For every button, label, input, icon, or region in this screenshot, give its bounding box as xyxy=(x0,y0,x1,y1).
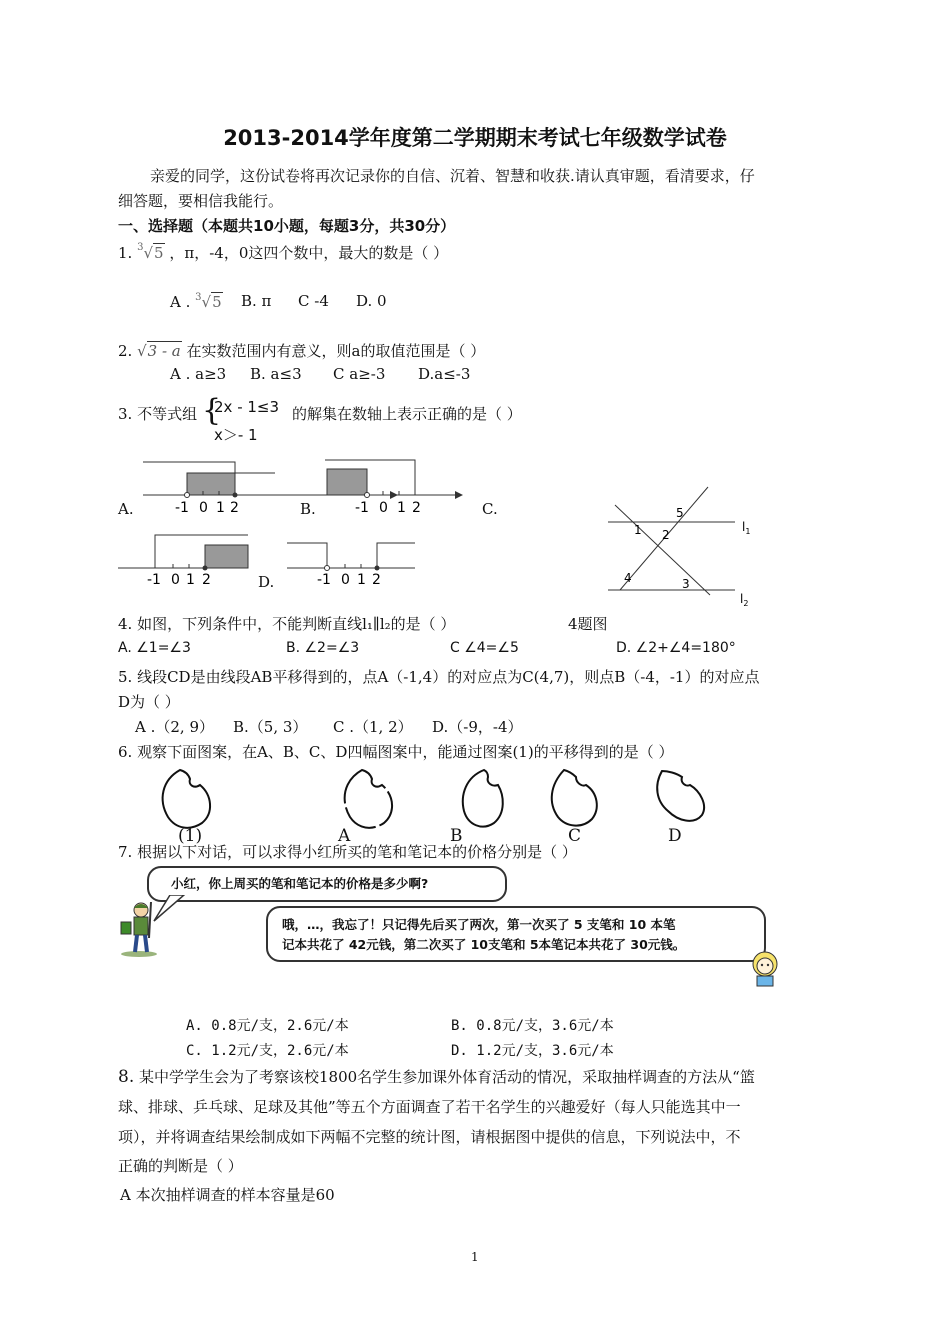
tick-a-0: 0 xyxy=(199,500,208,516)
tick-b-2: 2 xyxy=(412,500,421,516)
intro-line-1: 亲爱的同学，这份试卷将再次记录你的自信、沉着、智慧和收获.请认真审题，看清要求，仔 xyxy=(150,167,755,185)
q2-option-b: B. a≤3 xyxy=(250,365,302,383)
q1-stem: ，π，-4，0这四个数中，最大的数是（ ） xyxy=(169,244,449,262)
number-line-c xyxy=(118,535,248,588)
question-4: 4. 如图，下列条件中，不能判断直线l₁∥l₂的是（ ） xyxy=(118,615,456,633)
tick-b-0: 0 xyxy=(379,500,388,516)
q1-option-d: D. 0 xyxy=(356,292,387,310)
q1-a-radical-icon: √ xyxy=(201,293,212,311)
q2-option-d: D.a≤-3 xyxy=(418,365,471,383)
tick-d-0: 0 xyxy=(341,572,350,588)
section-heading: 一、选择题（本题共10小题，每题3分，共30分） xyxy=(118,217,456,235)
leaf-b-icon xyxy=(463,770,503,827)
tick-b-neg1: -1 xyxy=(355,500,369,516)
q2-stem: 在实数范围内有意义，则a的取值范围是（ ） xyxy=(186,342,486,360)
q8-number: 8. xyxy=(118,1067,135,1087)
question-7: 7. 根据以下对话，可以求得小红所买的笔和笔记本的价格分别是（ ） xyxy=(118,843,577,861)
speech-bubble-1 xyxy=(147,866,507,902)
leaf-label-b: B xyxy=(450,826,463,846)
tick-b-1: 1 xyxy=(397,500,406,516)
speech-bubble-2-line-1: 哦，…，我忘了！只记得先后买了两次，第一次买了 5 支笔和 10 本笔 xyxy=(282,917,676,932)
question-1 xyxy=(118,242,448,263)
q1-radical-icon: √ xyxy=(143,244,154,262)
q5-option-b: B.（5, 3） xyxy=(233,718,308,736)
girl-character-icon xyxy=(746,948,784,988)
q7-option-d: D. 1.2元/支，3.6元/本 xyxy=(451,1043,614,1059)
leaf-label-d: D xyxy=(668,826,682,846)
leaf-a-icon xyxy=(345,770,392,828)
q3-label-b: B. xyxy=(300,500,316,518)
q6-leaf-patterns xyxy=(150,765,720,845)
q7-option-a: A. 0.8元/支，2.6元/本 xyxy=(186,1018,349,1034)
speech-bubble-2 xyxy=(266,906,766,962)
q8-option-a: A 本次抽样调查的样本容量是60 xyxy=(120,1186,335,1204)
q3-label-c: C. xyxy=(482,500,498,518)
tick-c-neg1: -1 xyxy=(147,572,161,588)
q4-caption: 4题图 xyxy=(568,615,608,633)
speech-bubble-1-text: 小红，你上周买的笔和笔记本的价格是多少啊? xyxy=(171,876,429,891)
tick-a-1: 1 xyxy=(216,500,225,516)
line-l1-label: $l_1$ xyxy=(742,520,751,536)
leaf-d-icon xyxy=(657,771,704,821)
question-6: 6. 观察下面图案，在A、B、C、D四幅图案中，能通过图案(1)的平移得到的是（ ） xyxy=(118,743,674,761)
q3-brace-icon: { xyxy=(202,393,222,428)
q4-option-a: A. ∠1=∠3 xyxy=(118,640,191,656)
q1-option-b: B. π xyxy=(241,292,272,310)
leaf-label-1: (1) xyxy=(178,826,203,846)
q8-line-2: 球、排球、乒乓球、足球及其他”等五个方面调查了若干名学生的兴趣爱好（每人只能选其中一 xyxy=(118,1098,741,1116)
q5-option-d: D.（-9，-4） xyxy=(432,718,523,736)
intro-line-2: 细答题，要相信我能行。 xyxy=(118,192,284,210)
q8-line-4: 正确的判断是（ ） xyxy=(118,1157,243,1175)
q3-stem: 的解集在数轴上表示正确的是（ ） xyxy=(292,405,522,423)
q3-inequality-2: x＞- 1 xyxy=(214,426,258,444)
angle-1-label: 1 xyxy=(634,523,642,537)
q4-option-b: B. ∠2=∠3 xyxy=(286,640,360,656)
q1-a-radicand: 5 xyxy=(212,293,222,311)
tick-a-neg1: -1 xyxy=(175,500,189,516)
boy-character-icon xyxy=(117,898,162,958)
tick-c-1: 1 xyxy=(186,572,195,588)
q2-option-a: A . a≥3 xyxy=(170,365,227,383)
number-line-d xyxy=(287,543,415,588)
speech-bubble-2-line-2: 记本共花了 42元钱，第二次买了 10支笔和 5本笔记本共花了 30元钱。 xyxy=(282,937,686,952)
q3-number-lines xyxy=(115,455,505,595)
q1-root-index: 3 xyxy=(137,242,144,253)
q4-option-d: D. ∠2+∠4=180° xyxy=(616,640,736,656)
leaf-label-a: A xyxy=(338,826,351,846)
q4-figure xyxy=(600,485,760,610)
q4-option-c: C ∠4=∠5 xyxy=(450,640,519,656)
q1-number: 1. xyxy=(118,244,133,262)
tick-d-neg1: -1 xyxy=(317,572,331,588)
angle-2-label: 2 xyxy=(662,528,670,542)
q5-line-1: 5. 线段CD是由线段AB平移得到的，点A（-1,4）的对应点为C(4,7)，则点B（-4，-1）的对应点 xyxy=(118,668,760,686)
number-line-b xyxy=(315,460,463,516)
page-title: 2013-2014学年度第二学期期末考试七年级数学试卷 xyxy=(223,126,727,150)
question-2 xyxy=(118,340,485,361)
q3-label-a: A. xyxy=(118,500,134,518)
q1-radicand: 5 xyxy=(154,244,164,262)
leaf-c-icon xyxy=(552,770,597,826)
q5-option-a: A .（2, 9） xyxy=(135,718,214,736)
q1-option-a xyxy=(170,292,223,311)
q5-option-c: C .（1, 2） xyxy=(333,718,413,736)
q2-radical-icon: √ xyxy=(137,342,147,360)
page-number: 1 xyxy=(471,1250,479,1264)
q1-option-c: C -4 xyxy=(298,292,329,310)
q2-option-c: C a≥-3 xyxy=(333,365,386,383)
q8-line-1 xyxy=(118,1066,755,1087)
angle-3-label: 3 xyxy=(682,577,690,591)
q1-a-root-index: 3 xyxy=(195,292,202,303)
q7-option-b: B. 0.8元/支，3.6元/本 xyxy=(451,1018,614,1034)
q2-radicand: 3 - a xyxy=(147,342,181,360)
q8-line-3: 项），并将调查结果绘制成如下两幅不完整的统计图，请根据图中提供的信息，下列说法中，不 xyxy=(118,1128,741,1146)
q3-prefix: 3. 不等式组 xyxy=(118,405,198,423)
q2-number: 2. xyxy=(118,342,133,360)
leaf-label-c: C xyxy=(568,826,582,846)
tick-d-2: 2 xyxy=(372,572,381,588)
line-l2-label: $l_2$ xyxy=(740,592,749,608)
angle-5-label: 5 xyxy=(676,506,684,520)
q5-line-2: D为（ ） xyxy=(118,693,180,711)
tick-c-2: 2 xyxy=(202,572,211,588)
angle-4-label: 4 xyxy=(624,571,632,585)
tick-d-1: 1 xyxy=(357,572,366,588)
tick-a-2: 2 xyxy=(230,500,239,516)
q3-label-d: D. xyxy=(258,573,275,591)
q8-line-1-text: 某中学学生会为了考察该校1800名学生参加课外体育活动的情况，采取抽样调查的方法从“篮 xyxy=(134,1068,755,1086)
tick-c-0: 0 xyxy=(171,572,180,588)
leaf-original-icon xyxy=(163,770,210,828)
q3-inequality-1: 2x - 1≤3 xyxy=(214,398,280,416)
q7-option-c: C. 1.2元/支，2.6元/本 xyxy=(186,1043,349,1059)
q1-option-a-label: A . xyxy=(170,293,191,311)
